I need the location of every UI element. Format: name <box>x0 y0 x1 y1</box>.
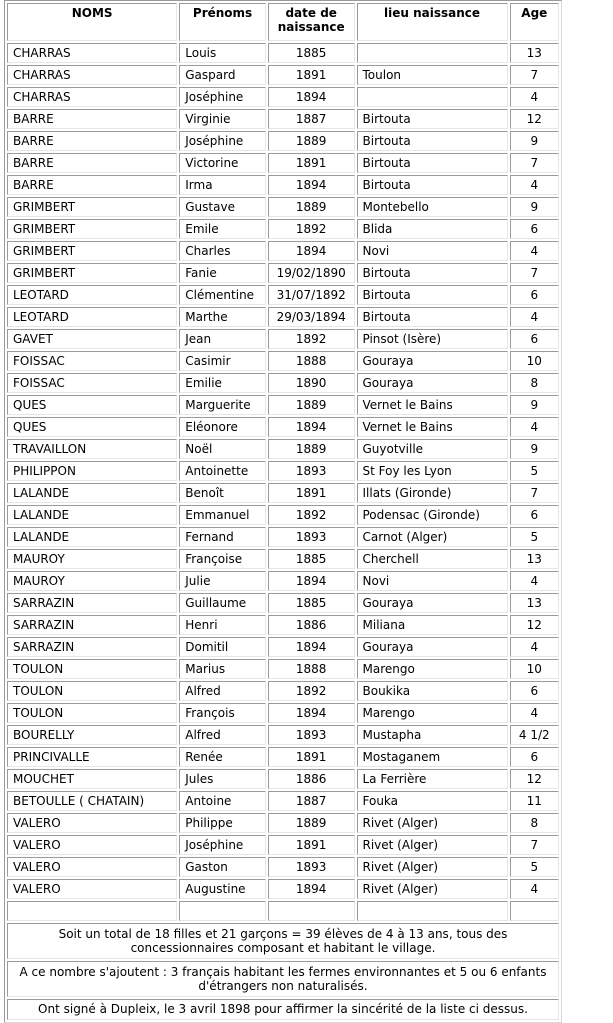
table-row <box>7 725 559 745</box>
header-lieu-naissance: lieu naissance <box>357 3 508 41</box>
table-row <box>7 637 559 657</box>
cell-lieu-naissance: Illats (Gironde) <box>357 483 508 503</box>
cell-lieu-naissance: Montebello <box>357 197 508 217</box>
table-body <box>7 43 559 921</box>
cell-date-naissance: 1894 <box>268 879 355 899</box>
header-date-naissance: date de naissance <box>268 3 355 41</box>
cell-lieu-naissance <box>357 901 508 921</box>
table-row <box>7 439 559 459</box>
cell-prenom: Fanie <box>179 263 266 283</box>
cell-age: 4 <box>510 637 559 657</box>
cell-age: 8 <box>510 373 559 393</box>
cell-date-naissance: 1891 <box>268 835 355 855</box>
cell-age: 9 <box>510 197 559 217</box>
cell-prenom: Henri <box>179 615 266 635</box>
cell-age: 10 <box>510 659 559 679</box>
table-row <box>7 417 559 437</box>
cell-lieu-naissance: Novi <box>357 241 508 261</box>
cell-lieu-naissance: Carnot (Alger) <box>357 527 508 547</box>
cell-date-naissance: 19/02/1890 <box>268 263 355 283</box>
cell-lieu-naissance: La Ferrière <box>357 769 508 789</box>
cell-prenom: Emilie <box>179 373 266 393</box>
cell-nom: GRIMBERT <box>7 219 177 239</box>
cell-nom: LALANDE <box>7 527 177 547</box>
cell-lieu-naissance: Novi <box>357 571 508 591</box>
cell-age <box>510 901 559 921</box>
note-row-ajout <box>7 961 559 997</box>
table-row <box>7 835 559 855</box>
cell-date-naissance: 1892 <box>268 681 355 701</box>
cell-nom: GRIMBERT <box>7 197 177 217</box>
cell-prenom: Antoine <box>179 791 266 811</box>
cell-nom: MOUCHET <box>7 769 177 789</box>
cell-nom: VALERO <box>7 813 177 833</box>
cell-prenom: Marius <box>179 659 266 679</box>
cell-lieu-naissance: Rivet (Alger) <box>357 879 508 899</box>
cell-lieu-naissance: Gouraya <box>357 593 508 613</box>
cell-lieu-naissance: Mustapha <box>357 725 508 745</box>
cell-lieu-naissance: Pinsot (Isère) <box>357 329 508 349</box>
cell-age: 4 <box>510 87 559 107</box>
cell-prenom <box>179 901 266 921</box>
student-list-table-frame <box>4 0 562 1023</box>
cell-lieu-naissance: Vernet le Bains <box>357 395 508 415</box>
cell-nom: VALERO <box>7 835 177 855</box>
table-row <box>7 505 559 525</box>
cell-age: 4 <box>510 879 559 899</box>
cell-nom: BARRE <box>7 175 177 195</box>
table-row <box>7 43 559 63</box>
cell-nom: GRIMBERT <box>7 263 177 283</box>
cell-prenom: Casimir <box>179 351 266 371</box>
table-row <box>7 901 559 921</box>
cell-prenom: Augustine <box>179 879 266 899</box>
cell-date-naissance: 1888 <box>268 351 355 371</box>
table-row <box>7 571 559 591</box>
cell-age: 12 <box>510 109 559 129</box>
cell-prenom: Jean <box>179 329 266 349</box>
table-row <box>7 153 559 173</box>
note-signature: Ont signé à Dupleix, le 3 avril 1898 pour affirmer la sincérité de la liste ci dessus. <box>7 999 559 1020</box>
table-row <box>7 351 559 371</box>
table-row <box>7 703 559 723</box>
note-row-total <box>7 923 559 959</box>
cell-date-naissance: 1890 <box>268 373 355 393</box>
header-row <box>7 3 559 41</box>
cell-lieu-naissance: Rivet (Alger) <box>357 813 508 833</box>
cell-nom: TOULON <box>7 703 177 723</box>
cell-lieu-naissance: Birtouta <box>357 285 508 305</box>
table-row <box>7 615 559 635</box>
cell-lieu-naissance: St Foy les Lyon <box>357 461 508 481</box>
cell-age: 13 <box>510 43 559 63</box>
cell-date-naissance: 1891 <box>268 65 355 85</box>
note-row-signature <box>7 999 559 1020</box>
cell-age: 5 <box>510 461 559 481</box>
cell-nom: FOISSAC <box>7 351 177 371</box>
table-row <box>7 241 559 261</box>
cell-age: 13 <box>510 593 559 613</box>
cell-nom: SARRAZIN <box>7 615 177 635</box>
cell-date-naissance: 1894 <box>268 87 355 107</box>
cell-date-naissance: 1894 <box>268 417 355 437</box>
cell-date-naissance: 1889 <box>268 197 355 217</box>
cell-nom: BARRE <box>7 153 177 173</box>
cell-lieu-naissance: Miliana <box>357 615 508 635</box>
cell-date-naissance: 1885 <box>268 549 355 569</box>
cell-prenom: Renée <box>179 747 266 767</box>
cell-age: 7 <box>510 263 559 283</box>
table-row <box>7 285 559 305</box>
cell-nom: BETOULLE ( CHATAIN) <box>7 791 177 811</box>
cell-prenom: Antoinette <box>179 461 266 481</box>
cell-age: 7 <box>510 65 559 85</box>
cell-nom: QUES <box>7 395 177 415</box>
student-list-table <box>5 1 561 1022</box>
table-row <box>7 659 559 679</box>
cell-prenom: Jules <box>179 769 266 789</box>
cell-date-naissance <box>268 901 355 921</box>
cell-date-naissance: 1891 <box>268 153 355 173</box>
cell-lieu-naissance: Guyotville <box>357 439 508 459</box>
cell-age: 6 <box>510 747 559 767</box>
table-row <box>7 483 559 503</box>
table-row <box>7 791 559 811</box>
cell-lieu-naissance <box>357 43 508 63</box>
cell-nom: TRAVAILLON <box>7 439 177 459</box>
cell-date-naissance: 1893 <box>268 461 355 481</box>
cell-nom: SARRAZIN <box>7 637 177 657</box>
cell-prenom: Irma <box>179 175 266 195</box>
cell-prenom: Eléonore <box>179 417 266 437</box>
table-row <box>7 747 559 767</box>
cell-date-naissance: 1886 <box>268 615 355 635</box>
cell-nom: MAUROY <box>7 549 177 569</box>
table-row <box>7 307 559 327</box>
cell-prenom: François <box>179 703 266 723</box>
cell-age: 4 <box>510 703 559 723</box>
cell-date-naissance: 1893 <box>268 857 355 877</box>
table-row <box>7 131 559 151</box>
table-row <box>7 197 559 217</box>
cell-age: 7 <box>510 483 559 503</box>
table-row <box>7 87 559 107</box>
cell-lieu-naissance: Birtouta <box>357 263 508 283</box>
cell-lieu-naissance: Fouka <box>357 791 508 811</box>
cell-prenom: Marthe <box>179 307 266 327</box>
cell-age: 6 <box>510 285 559 305</box>
cell-nom: BOURELLY <box>7 725 177 745</box>
cell-date-naissance: 1894 <box>268 703 355 723</box>
cell-prenom: Emile <box>179 219 266 239</box>
cell-prenom: Gustave <box>179 197 266 217</box>
cell-lieu-naissance: Podensac (Gironde) <box>357 505 508 525</box>
cell-lieu-naissance: Birtouta <box>357 109 508 129</box>
header-prenoms: Prénoms <box>179 3 266 41</box>
cell-age: 9 <box>510 439 559 459</box>
cell-age: 6 <box>510 681 559 701</box>
cell-prenom: Benoît <box>179 483 266 503</box>
cell-prenom: Domitil <box>179 637 266 657</box>
cell-date-naissance: 1894 <box>268 241 355 261</box>
cell-lieu-naissance: Birtouta <box>357 175 508 195</box>
table-row <box>7 813 559 833</box>
cell-lieu-naissance: Rivet (Alger) <box>357 835 508 855</box>
cell-prenom: Charles <box>179 241 266 261</box>
cell-prenom: Marguerite <box>179 395 266 415</box>
cell-nom: LALANDE <box>7 505 177 525</box>
table-row <box>7 65 559 85</box>
cell-prenom: Alfred <box>179 725 266 745</box>
cell-lieu-naissance: Gouraya <box>357 373 508 393</box>
cell-date-naissance: 1893 <box>268 725 355 745</box>
cell-prenom: Gaspard <box>179 65 266 85</box>
table-row <box>7 461 559 481</box>
header-age: Age <box>510 3 559 41</box>
cell-age: 12 <box>510 615 559 635</box>
cell-date-naissance: 1889 <box>268 131 355 151</box>
cell-prenom: Joséphine <box>179 131 266 151</box>
cell-age: 4 <box>510 571 559 591</box>
cell-lieu-naissance: Marengo <box>357 659 508 679</box>
cell-age: 4 <box>510 417 559 437</box>
cell-date-naissance: 1888 <box>268 659 355 679</box>
cell-lieu-naissance <box>357 87 508 107</box>
cell-lieu-naissance: Marengo <box>357 703 508 723</box>
cell-nom: PHILIPPON <box>7 461 177 481</box>
cell-nom: CHARRAS <box>7 43 177 63</box>
cell-lieu-naissance: Vernet le Bains <box>357 417 508 437</box>
cell-age: 4 <box>510 241 559 261</box>
cell-age: 6 <box>510 329 559 349</box>
cell-lieu-naissance: Birtouta <box>357 131 508 151</box>
table-row <box>7 857 559 877</box>
cell-lieu-naissance: Boukika <box>357 681 508 701</box>
cell-prenom: Joséphine <box>179 835 266 855</box>
cell-lieu-naissance: Gouraya <box>357 351 508 371</box>
cell-lieu-naissance: Birtouta <box>357 153 508 173</box>
cell-date-naissance: 1892 <box>268 329 355 349</box>
cell-lieu-naissance: Blida <box>357 219 508 239</box>
cell-age: 4 1/2 <box>510 725 559 745</box>
note-total: Soit un total de 18 filles et 21 garçons = 39 élèves de 4 à 13 ans, tous des concessionnaires composant et habitant le village. <box>7 923 559 959</box>
cell-age: 7 <box>510 153 559 173</box>
table-row <box>7 593 559 613</box>
cell-lieu-naissance: Rivet (Alger) <box>357 857 508 877</box>
cell-nom: VALERO <box>7 857 177 877</box>
cell-date-naissance: 1894 <box>268 175 355 195</box>
cell-nom: TOULON <box>7 659 177 679</box>
cell-age: 9 <box>510 131 559 151</box>
cell-date-naissance: 1894 <box>268 637 355 657</box>
table-row <box>7 329 559 349</box>
cell-nom: BARRE <box>7 131 177 151</box>
cell-nom: TOULON <box>7 681 177 701</box>
table-row <box>7 527 559 547</box>
cell-prenom: Julie <box>179 571 266 591</box>
cell-date-naissance: 1891 <box>268 747 355 767</box>
cell-date-naissance: 1892 <box>268 219 355 239</box>
table-row <box>7 681 559 701</box>
cell-age: 9 <box>510 395 559 415</box>
cell-prenom: Virginie <box>179 109 266 129</box>
cell-prenom: Alfred <box>179 681 266 701</box>
table-row <box>7 263 559 283</box>
cell-prenom: Clémentine <box>179 285 266 305</box>
cell-date-naissance: 1886 <box>268 769 355 789</box>
cell-date-naissance: 1891 <box>268 483 355 503</box>
cell-nom: QUES <box>7 417 177 437</box>
cell-age: 6 <box>510 505 559 525</box>
cell-nom: LEOTARD <box>7 307 177 327</box>
cell-date-naissance: 1885 <box>268 43 355 63</box>
cell-prenom: Fernand <box>179 527 266 547</box>
cell-date-naissance: 1893 <box>268 527 355 547</box>
cell-nom: SARRAZIN <box>7 593 177 613</box>
cell-date-naissance: 1889 <box>268 439 355 459</box>
cell-prenom: Noël <box>179 439 266 459</box>
cell-nom: GRIMBERT <box>7 241 177 261</box>
table-row <box>7 109 559 129</box>
cell-date-naissance: 1892 <box>268 505 355 525</box>
cell-nom: GAVET <box>7 329 177 349</box>
cell-age: 10 <box>510 351 559 371</box>
cell-date-naissance: 1889 <box>268 395 355 415</box>
table-row <box>7 373 559 393</box>
cell-age: 4 <box>510 175 559 195</box>
cell-nom: MAUROY <box>7 571 177 591</box>
cell-prenom: Guillaume <box>179 593 266 613</box>
cell-nom: BARRE <box>7 109 177 129</box>
cell-age: 5 <box>510 527 559 547</box>
cell-lieu-naissance: Birtouta <box>357 307 508 327</box>
table-row <box>7 879 559 899</box>
cell-nom: CHARRAS <box>7 87 177 107</box>
cell-date-naissance: 1885 <box>268 593 355 613</box>
table-row <box>7 769 559 789</box>
cell-nom: CHARRAS <box>7 65 177 85</box>
cell-prenom: Victorine <box>179 153 266 173</box>
cell-nom: LEOTARD <box>7 285 177 305</box>
table-row <box>7 549 559 569</box>
cell-age: 11 <box>510 791 559 811</box>
cell-age: 13 <box>510 549 559 569</box>
table-row <box>7 219 559 239</box>
cell-prenom: Françoise <box>179 549 266 569</box>
cell-date-naissance: 1889 <box>268 813 355 833</box>
cell-prenom: Philippe <box>179 813 266 833</box>
cell-prenom: Louis <box>179 43 266 63</box>
cell-date-naissance: 1887 <box>268 791 355 811</box>
cell-prenom: Emmanuel <box>179 505 266 525</box>
cell-date-naissance: 31/07/1892 <box>268 285 355 305</box>
cell-age: 6 <box>510 219 559 239</box>
table-row <box>7 395 559 415</box>
cell-date-naissance: 1887 <box>268 109 355 129</box>
note-ajout: A ce nombre s'ajoutent : 3 français habitant les fermes environnantes et 5 ou 6 enfants d'étrangers non naturalisés. <box>7 961 559 997</box>
table-row <box>7 175 559 195</box>
cell-nom: LALANDE <box>7 483 177 503</box>
cell-prenom: Gaston <box>179 857 266 877</box>
cell-nom: FOISSAC <box>7 373 177 393</box>
cell-nom <box>7 901 177 921</box>
cell-nom: PRINCIVALLE <box>7 747 177 767</box>
cell-age: 7 <box>510 835 559 855</box>
cell-prenom: Joséphine <box>179 87 266 107</box>
cell-age: 5 <box>510 857 559 877</box>
cell-lieu-naissance: Toulon <box>357 65 508 85</box>
cell-lieu-naissance: Cherchell <box>357 549 508 569</box>
cell-age: 12 <box>510 769 559 789</box>
cell-age: 8 <box>510 813 559 833</box>
header-noms: NOMS <box>7 3 177 41</box>
cell-nom: VALERO <box>7 879 177 899</box>
cell-date-naissance: 1894 <box>268 571 355 591</box>
cell-lieu-naissance: Mostaganem <box>357 747 508 767</box>
cell-age: 4 <box>510 307 559 327</box>
cell-lieu-naissance: Gouraya <box>357 637 508 657</box>
cell-date-naissance: 29/03/1894 <box>268 307 355 327</box>
